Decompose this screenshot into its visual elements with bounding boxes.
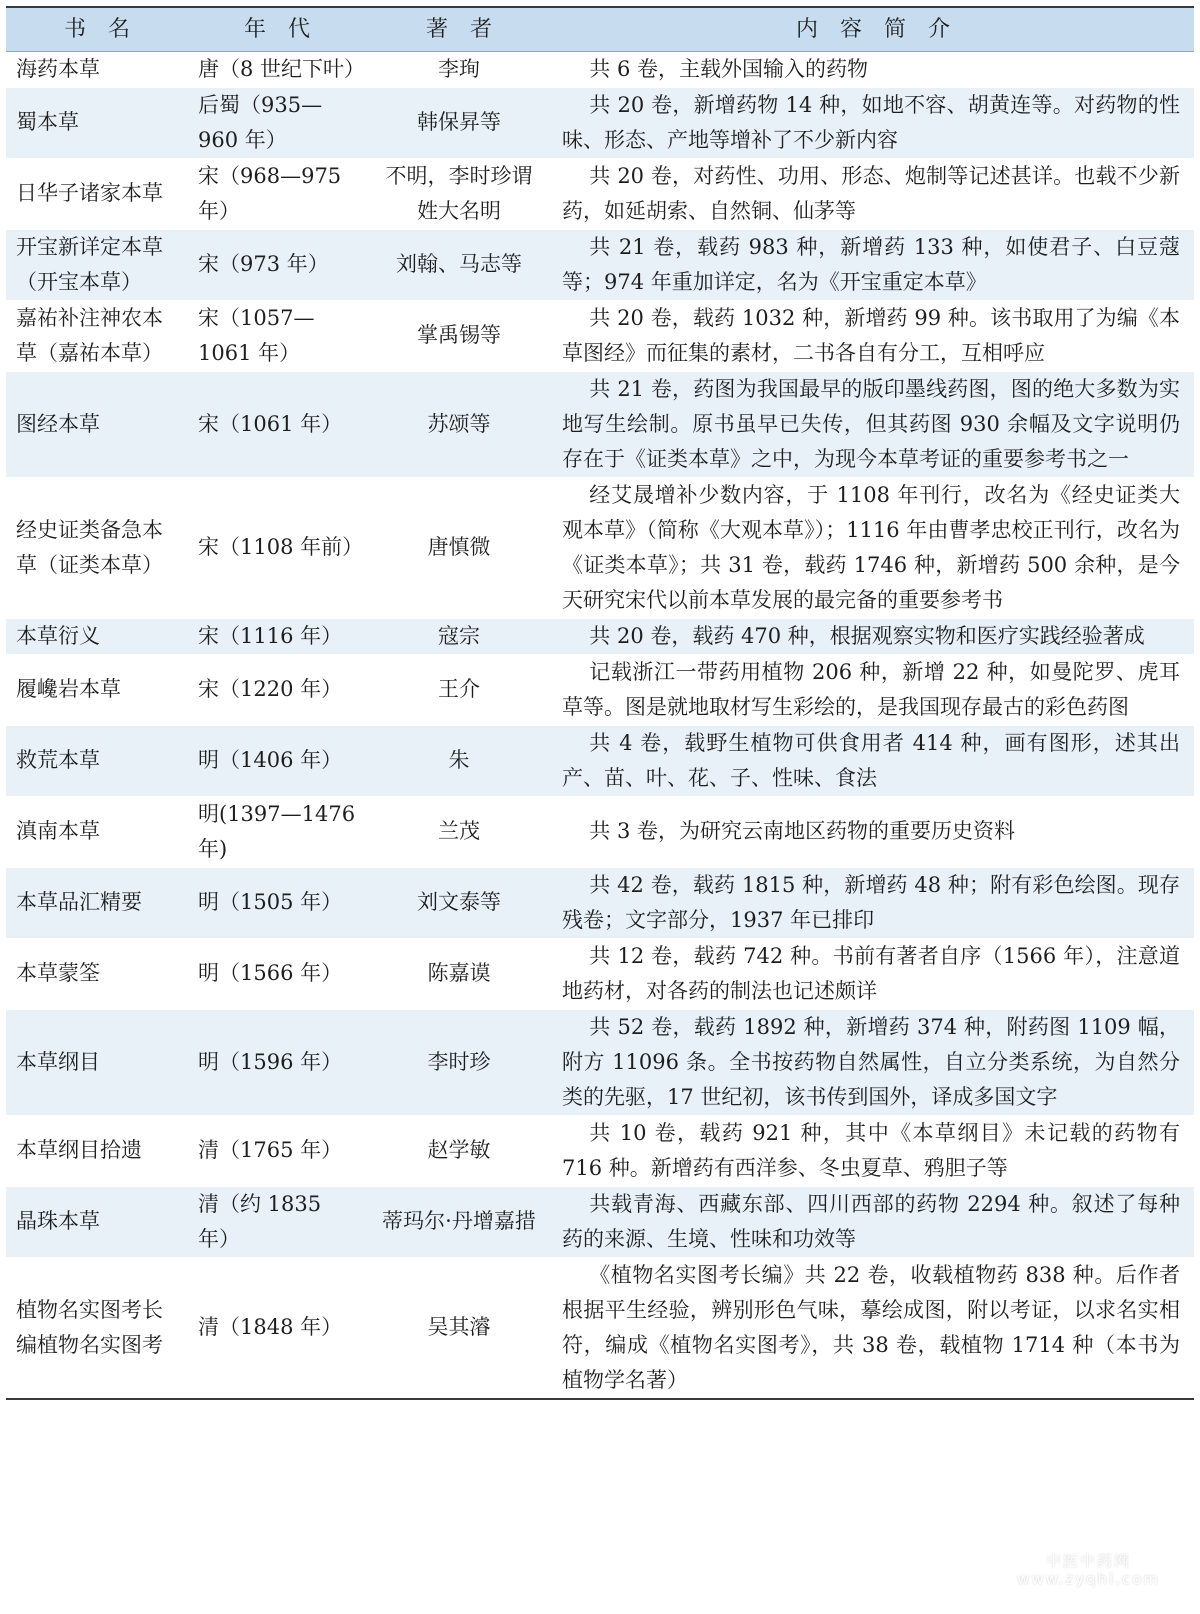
author: 赵学敏 [366,1115,552,1186]
description: 《植物名实图考长编》共 22 卷，收载植物药 838 种。后作者根据平生经验，辨别形色气味，摹绘成图，附以考证，以求名实相符，编成《植物名实图考》，共 38 卷，载植物 1714 种（本书为植物学名著） [552,1257,1194,1399]
author: 刘文泰等 [366,867,552,938]
author: 王介 [366,654,552,725]
author: 韩保昇等 [366,87,552,158]
author: 不明，李时珍谓姓大名明 [366,158,552,229]
author: 朱 [366,725,552,796]
header-era: 年 代 [188,7,366,51]
era: 清（1765 年） [188,1115,366,1186]
era: 清（约 1835 年） [188,1186,366,1257]
author: 吴其濬 [366,1257,552,1399]
description: 共 20 卷，对药性、功用、形态、炮制等记述甚详。也载不少新药，如延胡索、自然铜、仙茅等 [552,158,1194,229]
table-row [6,618,1194,654]
author: 李珣 [366,51,552,87]
book-name: 救荒本草 [6,725,188,796]
description: 共 3 卷，为研究云南地区药物的重要历史资料 [552,796,1194,867]
herbal-literature-table [6,6,1194,1400]
book-name: 日华子诸家本草 [6,158,188,229]
era: 明（1596 年） [188,1009,366,1115]
table-row [6,158,1194,229]
book-name: 本草品汇精要 [6,867,188,938]
table-row [6,477,1194,618]
author: 寇宗 [366,618,552,654]
description: 共 52 卷，载药 1892 种，新增药 374 种，附药图 1109 幅，附方 11096 条。全书按药物自然属性，自立分类系统，为自然分类的先驱，17 世纪初，该书传到国外，译成多国文字 [552,1009,1194,1115]
book-name: 开宝新详定本草（开宝本草） [6,229,188,300]
book-name: 本草蒙筌 [6,938,188,1009]
table-body [6,51,1194,1399]
book-name: 滇南本草 [6,796,188,867]
author: 苏颂等 [366,371,552,477]
description: 共 20 卷，载药 470 种，根据观察实物和医疗实践经验著成 [552,618,1194,654]
era: 宋（1116 年） [188,618,366,654]
era: 宋（1061 年） [188,371,366,477]
era: 明（1566 年） [188,938,366,1009]
table-row [6,938,1194,1009]
description: 共 21 卷，药图为我国最早的版印墨线药图，图的绝大多数为实地写生绘制。原书虽早已失传，但其药图 930 余幅及文字说明仍存在于《证类本草》之中，为现今本草考证的重要参考书之一 [552,371,1194,477]
book-name: 本草纲目 [6,1009,188,1115]
era: 明（1505 年） [188,867,366,938]
table-row [6,300,1194,371]
author: 兰茂 [366,796,552,867]
book-name: 本草衍义 [6,618,188,654]
book-name: 经史证类备急本草（证类本草） [6,477,188,618]
era: 宋（968—975 年） [188,158,366,229]
description: 共载青海、西藏东部、四川西部的药物 2294 种。叙述了每种药的来源、生境、性味和功效等 [552,1186,1194,1257]
header-author: 著 者 [366,7,552,51]
book-name: 图经本草 [6,371,188,477]
table-row [6,1186,1194,1257]
watermark-site-url: www.zyqhi.com [1017,1570,1160,1588]
book-name: 植物名实图考长编植物名实图考 [6,1257,188,1399]
author: 李时珍 [366,1009,552,1115]
era: 明(1397—1476 年) [188,796,366,867]
era: 宋（973 年） [188,229,366,300]
era: 明（1406 年） [188,725,366,796]
description: 共 42 卷，载药 1815 种，新增药 48 种；附有彩色绘图。现存残卷；文字部分，1937 年已排印 [552,867,1194,938]
author: 陈嘉谟 [366,938,552,1009]
book-name: 海药本草 [6,51,188,87]
table-header [6,7,1194,51]
table-row [6,796,1194,867]
author: 蒂玛尔·丹增嘉措 [366,1186,552,1257]
author: 刘翰、马志等 [366,229,552,300]
description: 共 12 卷，载药 742 种。书前有著者自序（1566 年），注意道地药材，对各药的制法也记述颇详 [552,938,1194,1009]
book-name: 本草纲目拾遗 [6,1115,188,1186]
description: 经艾晟增补少数内容，于 1108 年刊行，改名为《经史证类大观本草》（简称《大观本草》）；1116 年由曹孝忠校正刊行，改名为《证类本草》；共 31 卷，载药 1746 种，新增药 500 余种，是今天研究宋代以前本草发展的最完备的重要参考书 [552,477,1194,618]
era: 宋（1108 年前） [188,477,366,618]
book-name: 晶珠本草 [6,1186,188,1257]
table-row [6,1115,1194,1186]
book-name: 履巉岩本草 [6,654,188,725]
description: 共 6 卷，主载外国输入的药物 [552,51,1194,87]
table-row [6,229,1194,300]
table-row [6,51,1194,87]
site-watermark [1017,1552,1160,1588]
description: 共 10 卷，载药 921 种，其中《本草纲目》未记载的药物有 716 种。新增药有西洋参、冬虫夏草、鸦胆子等 [552,1115,1194,1186]
table-row [6,371,1194,477]
book-name: 嘉祐补注神农本草（嘉祐本草） [6,300,188,371]
table-row [6,725,1194,796]
author: 掌禹锡等 [366,300,552,371]
header-book-name: 书 名 [6,7,188,51]
header-description: 内 容 简 介 [552,7,1194,51]
watermark-site-name: 中医中药网 [1046,1552,1132,1570]
table-row [6,1009,1194,1115]
table-row [6,1257,1194,1399]
table-row [6,87,1194,158]
era: 清（1848 年） [188,1257,366,1399]
era: 宋（1220 年） [188,654,366,725]
era: 后蜀（935—960 年） [188,87,366,158]
era: 宋（1057—1061 年） [188,300,366,371]
description: 共 20 卷，载药 1032 种，新增药 99 种。该书取用了为编《本草图经》而征集的素材，二书各自有分工，互相呼应 [552,300,1194,371]
author: 唐慎微 [366,477,552,618]
table-row [6,654,1194,725]
description: 共 20 卷，新增药物 14 种，如地不容、胡黄连等。对药物的性味、形态、产地等增补了不少新内容 [552,87,1194,158]
book-name: 蜀本草 [6,87,188,158]
table-row [6,867,1194,938]
description: 共 21 卷，载药 983 种，新增药 133 种，如使君子、白豆蔻等；974 年重加详定，名为《开宝重定本草》 [552,229,1194,300]
description: 记载浙江一带药用植物 206 种，新增 22 种，如曼陀罗、虎耳草等。图是就地取材写生彩绘的，是我国现存最古的彩色药图 [552,654,1194,725]
era: 唐（8 世纪下叶） [188,51,366,87]
description: 共 4 卷，载野生植物可供食用者 414 种，画有图形，述其出产、苗、叶、花、子、性味、食法 [552,725,1194,796]
